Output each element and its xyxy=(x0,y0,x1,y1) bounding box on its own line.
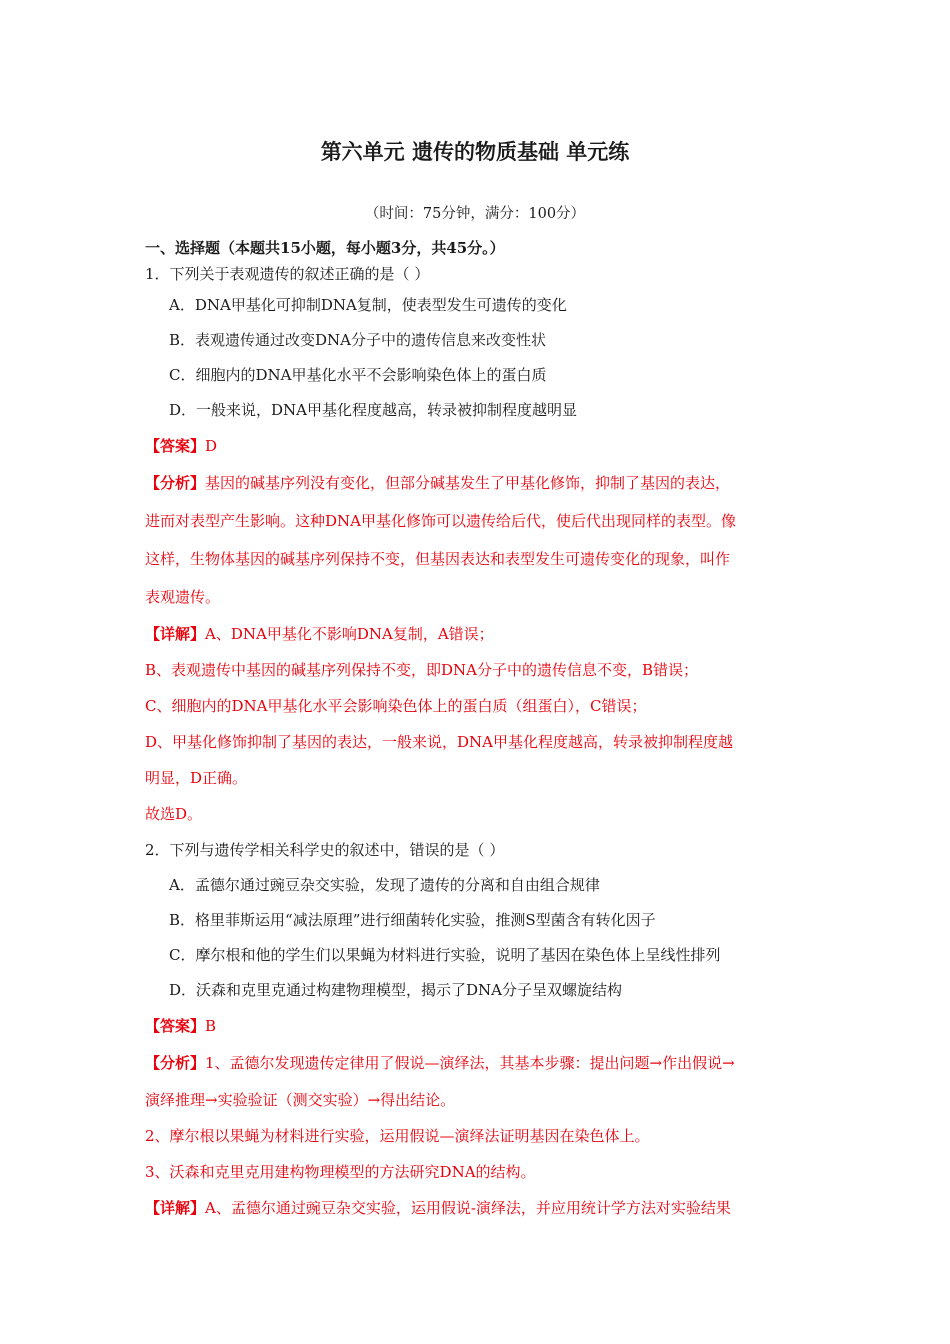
analysis-text: 1、孟德尔发现遗传定律用了假说—演绎法，其基本步骤：提出问题→作出假说→ xyxy=(205,1054,735,1072)
document-body xyxy=(145,236,810,1226)
question-2-analysis-line: 3、沃森和克里克用建构物理模型的方法研究DNA的结构。 xyxy=(145,1163,536,1181)
question-1-detail-line: C、细胞内的DNA甲基化水平会影响染色体上的蛋白质（组蛋白），C错误； xyxy=(145,697,647,715)
analysis-tag: 【分析】 xyxy=(145,1054,206,1072)
question-1-detail-line xyxy=(145,616,810,652)
analysis-tag: 【分析】 xyxy=(145,474,206,492)
question-1-option-d: D．一般来说，DNA甲基化程度越高，转录被抑制程度越明显 xyxy=(169,401,578,419)
detail-tag: 【详解】 xyxy=(145,625,206,643)
question-1-analysis-line: 表观遗传。 xyxy=(145,588,221,606)
question-2-detail-line xyxy=(145,1190,810,1226)
question-1-stem: 1．下列关于表观遗传的叙述正确的是（ ） xyxy=(145,265,430,283)
question-1-detail-line: 故选D。 xyxy=(145,805,203,823)
question-1-detail-line: 明显，D正确。 xyxy=(145,769,248,787)
question-1-detail-line: D、甲基化修饰抑制了基因的表达，一般来说，DNA甲基化程度越高，转录被抑制程度越 xyxy=(145,733,734,751)
question-2-option-c: C．摩尔根和他的学生们以果蝇为材料进行实验，说明了基因在染色体上呈线性排列 xyxy=(169,946,721,964)
answer-tag: 【答案】 xyxy=(145,1017,206,1035)
question-1-detail-line: B、表观遗传中基因的碱基序列保持不变，即DNA分子中的遗传信息不变，B错误； xyxy=(145,661,699,679)
detail-text: A、DNA甲基化不影响DNA复制，A错误； xyxy=(205,625,494,643)
question-2-option-a: A．孟德尔通过豌豆杂交实验，发现了遗传的分离和自由组合规律 xyxy=(169,876,600,894)
question-2-analysis-line: 演绎推理→实验验证（测交实验）→得出结论。 xyxy=(145,1091,456,1109)
question-1-option-c: C．细胞内的DNA甲基化水平不会影响染色体上的蛋白质 xyxy=(169,366,547,384)
exam-meta: （时间：75分钟，满分：100分） xyxy=(364,206,586,222)
question-2-option-b: B．格里菲斯运用“减法原理”进行细菌转化实验，推测S型菌含有转化因子 xyxy=(169,911,656,929)
answer-value: D xyxy=(205,437,218,455)
question-2-option-d: D．沃森和克里克通过构建物理模型，揭示了DNA分子呈双螺旋结构 xyxy=(169,981,623,999)
question-1-option-b: B．表观遗传通过改变DNA分子中的遗传信息来改变性状 xyxy=(169,331,547,349)
question-1-analysis-line: 这样，生物体基因的碱基序列保持不变，但基因表达和表型发生可遗传变化的现象，叫作 xyxy=(145,550,731,568)
answer-tag: 【答案】 xyxy=(145,437,206,455)
detail-tag: 【详解】 xyxy=(145,1199,206,1217)
analysis-text: 基因的碱基序列没有变化，但部分碱基发生了甲基化修饰，抑制了基因的表达， xyxy=(205,474,731,492)
question-2-stem: 2．下列与遗传学相关科学史的叙述中，错误的是（ ） xyxy=(145,841,505,859)
section-heading: 一、选择题（本题共15小题，每小题3分，共45分。） xyxy=(145,239,505,257)
question-1-analysis-line xyxy=(145,464,810,502)
question-1-analysis-line: 进而对表型产生影响。这种DNA甲基化修饰可以遗传给后代，使后代出现同样的表型。像 xyxy=(145,512,736,530)
question-2-analysis-line xyxy=(145,1044,810,1082)
question-1-answer xyxy=(145,428,810,464)
question-2-answer xyxy=(145,1008,810,1044)
detail-text: A、孟德尔通过豌豆杂交实验，运用假说-演绎法，并应用统计学方法对实验结果 xyxy=(205,1199,731,1217)
question-1-option-a: A．DNA甲基化可抑制DNA复制，使表型发生可遗传的变化 xyxy=(169,296,567,314)
question-2-analysis-line: 2、摩尔根以果蝇为材料进行实验，运用假说—演绎法证明基因在染色体上。 xyxy=(145,1127,650,1145)
page-title: 第六单元 遗传的物质基础 单元练 xyxy=(320,140,630,164)
answer-value: B xyxy=(205,1017,217,1035)
